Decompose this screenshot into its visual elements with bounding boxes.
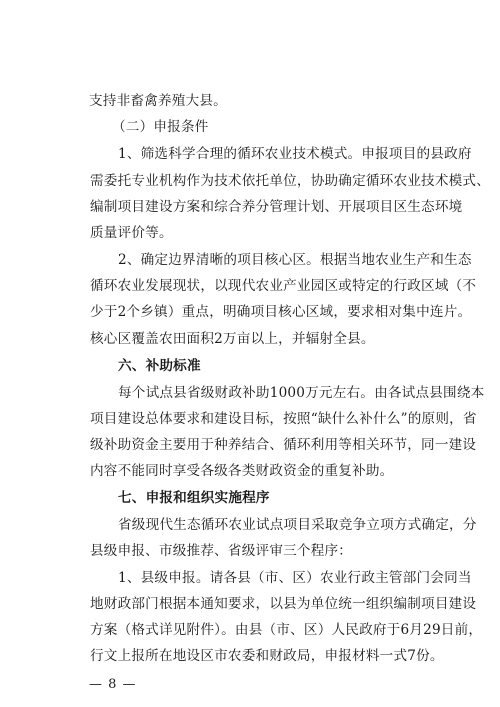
paragraph-line: 少于2个乡镇）重点，明确项目核心区域，要求相对集中连片。: [90, 304, 472, 320]
paragraph-line: 省级现代生态循环农业试点项目采取竞争立项方式确定，分: [118, 517, 477, 533]
section-heading: 六、补助标准: [118, 358, 201, 374]
section-subheading: （二）申报条件: [112, 119, 209, 135]
paragraph-line: 方案（格式详见附件）。由县（市、区）人民政府于6月29日前，: [90, 622, 483, 638]
paragraph-line: 1、筛选科学合理的循环农业技术模式。申报项目的县政府: [118, 146, 472, 162]
paragraph-line: 行文上报所在地设区市农委和财政局，申报材料一式7份。: [90, 648, 444, 664]
paragraph-line: 项目建设总体要求和建设目标，按照“缺什么补什么”的原则，省: [90, 411, 477, 427]
paragraph-line: 每个试点县省级财政补助1000万元左右。由各试点县围绕本: [118, 385, 485, 401]
page-number: — 8 —: [89, 677, 137, 692]
paragraph-line: 内容不能同时享受各级各类财政资金的重复补助。: [90, 463, 394, 479]
paragraph-line: 需委托专业机构作为技术依托单位，协助确定循环农业技术模式、: [90, 173, 491, 189]
paragraph-line: 1、县级申报。请各县（市、区）农业行政主管部门会同当: [118, 570, 472, 586]
paragraph-line: 级补助资金主要用于种养结合、循环利用等相关环节，同一建设: [90, 437, 477, 453]
section-heading: 七、申报和组织实施程序: [118, 490, 270, 506]
paragraph-line: 质量评价等。: [90, 225, 173, 241]
paragraph-line: 地财政部门根据本通知要求，以县为单位统一组织编制项目建设: [90, 596, 477, 612]
paragraph-line: 支持非畜禽养殖大县。: [89, 93, 227, 109]
paragraph-line: 循环农业发展现状，以现代农业产业园区或特定的行政区域（不: [90, 278, 477, 294]
paragraph-line: 2、确定边界清晰的项目核心区。根据当地农业生产和生态: [118, 252, 472, 268]
paragraph-line: 编制项目建设方案和综合养分管理计划、开展项目区生态环境: [90, 199, 463, 215]
paragraph-line: 县级申报、市级推荐、省级评审三个程序：: [90, 543, 353, 559]
paragraph-line: 核心区覆盖农田面积2万亩以上，并辐射全县。: [90, 331, 375, 347]
